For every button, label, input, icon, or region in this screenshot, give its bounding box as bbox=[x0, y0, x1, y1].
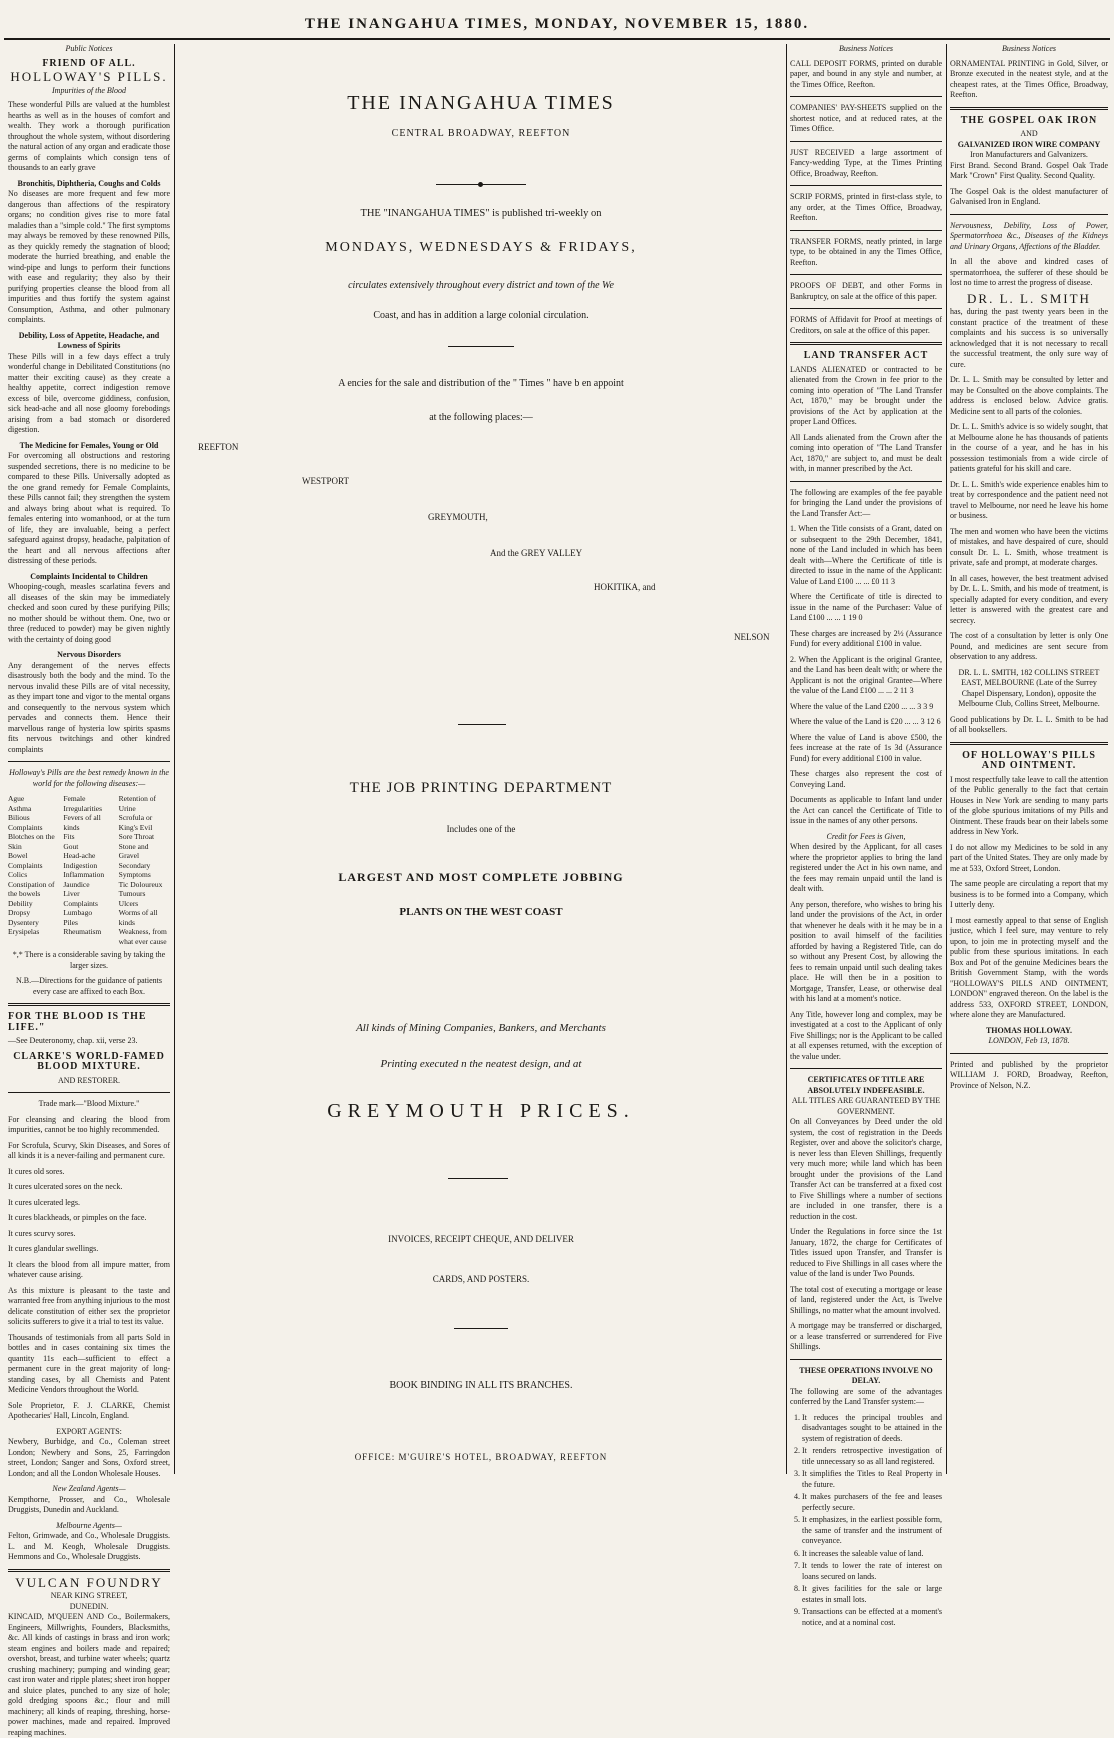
disease-item: Dropsy bbox=[8, 908, 31, 917]
smith-paragraph: Dr. L. L. Smith may be consulted by letter and may be Consulted on the above complaints. The address is enclosed below. Advice gratis. Medicine sent to all parts of the colonies. bbox=[950, 375, 1108, 416]
place-nelson: NELSON bbox=[734, 632, 770, 642]
largest-line: LARGEST AND MOST COMPLETE JOBBING bbox=[338, 870, 624, 884]
smith-paragraph: Dr. L. L. Smith's advice is so widely sought, that at Melbourne alone he has thousands of patients in the course of a year, and he has in his possession testimonials from a wide circle of patients grateful for his skill and care. bbox=[950, 422, 1108, 473]
advantage-item: 9. Transactions can be effected at a moment's notice, and at a nominal cost. bbox=[802, 1607, 942, 1628]
divider bbox=[790, 342, 942, 345]
includes-line: Includes one of the bbox=[446, 824, 516, 834]
clarke-paragraph: For Scrofula, Scurvy, Skin Diseases, and Sores of all kinds it is a never-failing and permanent cure. bbox=[8, 1140, 170, 1160]
advantage-item: 2. It renders retrospective investigation of title unnecessary so as all land registered. bbox=[802, 1446, 942, 1467]
disease-item: Lumbago bbox=[63, 908, 93, 917]
certificates-title: CERTIFICATES OF TITLE ARE ABSOLUTELY INDEFEASIBLE. bbox=[807, 1075, 925, 1095]
fee-list bbox=[790, 524, 942, 790]
smith-paragraph: The men and women who have been the victims of mistakes, and have despaired of cure, should consult Dr. L. L. Smith, whose treatment is private, safe and prompt, at moderate charges. bbox=[950, 526, 1108, 567]
plants-line: PLANTS ON THE WEST COAST bbox=[399, 906, 563, 918]
disease-item: Weakness, from what ever cause bbox=[118, 927, 167, 946]
clarke-paragraph: For cleansing and clearing the blood from impurities, cannot be too highly recommended. bbox=[8, 1114, 170, 1134]
females-paragraph: For overcoming all obstructions and restoring suspended secretions, there is no medicine to be compared to these Pills. Universally adopted as the one grand remedy for Female Complaints, these Pills cannot fail; they strengthen the system and always bring about what is required. To females entering into womanhood, or at the turn of life, they are invaluable, being a perfect safeguard against dropsy, headache, palpitation of the heart and all nervous affections after distressing of these periods. bbox=[8, 451, 170, 565]
export-heading: EXPORT AGENTS: bbox=[56, 1426, 122, 1436]
divider bbox=[790, 274, 942, 275]
gospel-oak-subtitle: GALVANIZED IRON WIRE COMPANY bbox=[957, 139, 1101, 149]
right-column-a bbox=[790, 44, 942, 1627]
disease-item: Stone and Gravel bbox=[118, 841, 149, 860]
disease-item: Inflammation bbox=[63, 870, 105, 879]
friend-heading: FRIEND OF ALL. bbox=[42, 57, 136, 69]
melbourne-agents-heading: Melbourne Agents— bbox=[56, 1520, 122, 1530]
place-hokitika: HOKITIKA, and bbox=[594, 582, 656, 592]
notice: SCRIP FORMS, printed in first-class style, to any order, at the Times Office, Broadway, Reefton. bbox=[790, 192, 942, 222]
advantage-list bbox=[802, 1413, 942, 1629]
land-paragraph: Any person, therefore, who wishes to bring his land under the provisions of the Act, in order that whenever he deals with it he may be in a position to avail himself of the facilities afforded by having a Registered Title, can do so without any Present Cost, by allowing the fees to remain unpaid until such dealing takes place. He will then be in a position to Mortgage, Transfer, Lease, or otherwise deal with his land at a moment's notice. bbox=[790, 899, 942, 1003]
disease-list bbox=[8, 794, 170, 946]
disease-item: Fevers of all kinds bbox=[63, 813, 101, 832]
blood-heading: FOR THE BLOOD IS THE LIFE." bbox=[8, 1011, 147, 1033]
disease-item: Blotches on the Skin bbox=[8, 832, 55, 851]
place-westport: WESTPORT bbox=[302, 476, 349, 486]
notice: CALL DEPOSIT FORMS, printed on durable paper, and bound in any style and number, at the Times Office, Reefton. bbox=[790, 58, 942, 89]
clarke-paragraph: As this mixture is pleasant to the taste and warranted free from anything injurious to the most delicate constitution of either sex the proprietor solicits sufferers to give it a trial to test its value. bbox=[8, 1285, 170, 1326]
impurities-heading: Impurities of the Blood bbox=[52, 85, 126, 95]
divider bbox=[790, 230, 942, 231]
gospel-oak-title: THE GOSPEL OAK IRON bbox=[960, 114, 1098, 126]
divider bbox=[790, 96, 942, 97]
fee-item: 1. When the Title consists of a Grant, dated on or subsequent to the 29th December, 1841, none of the Land included in which has been dealt with—Where the Certificate of title is directed to issue in the name of the Applicant: Value of Land £100 ... ... £0 11 3 bbox=[790, 524, 942, 586]
holloway-signature: THOMAS HOLLOWAY. bbox=[985, 1025, 1073, 1035]
cure-list bbox=[8, 1167, 170, 1281]
holloway-paragraph: These wonderful Pills are valued at the humblest hearths as well as in the houses of comfort and wealth. They work a thorough purification throughout the whole system, without disordering the natural action of any organ and eradicate those germs of complaints which consign tens of thousands to an early grave bbox=[8, 100, 170, 172]
disease-item: Ague bbox=[8, 794, 25, 803]
disease-item: Dysentery bbox=[8, 917, 39, 927]
nervousness-paragraph: In all the above and kindred cases of spermatorrhoea, the sufferer of these should be lost no time to arrest the progress of disease. bbox=[950, 257, 1108, 287]
smith-paragraph: Dr. L. L. Smith's wide experience enables him to treat by correspondence and the patient need not travel to Melbourne, nor need he leave his home or business. bbox=[950, 479, 1108, 520]
ornament-rule bbox=[448, 346, 514, 347]
masthead-rule bbox=[4, 38, 1110, 40]
ornament-dot bbox=[478, 182, 483, 187]
gospel-oak-makers: Iron Manufacturers and Galvanizers. bbox=[970, 150, 1088, 159]
disease-item: Bilious Complaints bbox=[8, 813, 43, 832]
advert-address: CENTRAL BROADWAY, REEFTON bbox=[391, 128, 571, 139]
greymouth-prices: GREYMOUTH PRICES. bbox=[327, 1100, 635, 1122]
vulcan-title: VULCAN FOUNDRY bbox=[15, 1574, 163, 1590]
disease-item: Jaundice bbox=[63, 879, 90, 889]
dr-smith-title: DR. L. L. SMITH bbox=[967, 290, 1091, 306]
places-intro: at the following places:— bbox=[429, 412, 533, 423]
notice: PROOFS OF DEBT, and other Forms in Bankruptcy, on sale at the office of this paper. bbox=[790, 281, 942, 301]
divider bbox=[790, 1068, 942, 1069]
divider bbox=[950, 107, 1108, 110]
left-column bbox=[8, 44, 170, 1737]
disease-item: Rheumatism bbox=[63, 927, 102, 936]
imprint: Printed and published by the proprietor WILLIAM J. FORD, Broadway, Reefton, Province of Nelson, N.Z. bbox=[950, 1059, 1108, 1090]
cure-item: It cures ulcerated sores on the neck. bbox=[8, 1182, 123, 1191]
fee-item: Where the Certificate of title is directed to issue in the name of the Purchaser: Value of Land £100 ... ... 1 19 0 bbox=[790, 592, 942, 622]
nervous-heading: Nervous Disorders bbox=[57, 650, 121, 659]
divider bbox=[790, 1359, 942, 1360]
proprietor: Sole Proprietor, F. J. CLARKE, Chemist Apothecaries' Hall, Lincoln, England. bbox=[8, 1400, 170, 1420]
coast-line: Coast, and has in addition a large colonial circulation. bbox=[373, 310, 589, 321]
land-paragraph: LANDS ALIENATED or contracted to be alienated from the Crown in fee prior to the coming into operation of "The Land Transfer Act, 1870," may be brought under the provisions of the Act by application at the proper Land Offices. bbox=[790, 364, 942, 426]
holloway-date: LONDON, Feb 13, 1878. bbox=[988, 1036, 1070, 1045]
fee-item: 2. When the Applicant is the original Grantee, and the Land has been dealt with; or where the Applicant is not the original Grantee—Where the value of the Land £100 ... ... 2 11 3 bbox=[790, 654, 942, 695]
office-line: OFFICE: M'GUIRE'S HOTEL, BROADWAY, REEFTON bbox=[354, 1452, 608, 1462]
land-paragraph: The total cost of executing a mortgage or lease of land, registered under the Act, is Twelve Shillings, no matter what the amount involved. bbox=[790, 1284, 942, 1315]
disease-item: Constipation of the bowels bbox=[8, 879, 55, 898]
advantage-item: 7. It tends to lower the rate of interest on loans secured on lands. bbox=[802, 1561, 942, 1582]
directions-note: N.B.—Directions for the guidance of patients every case are affixed to each Box. bbox=[16, 976, 162, 996]
place-reefton: REEFTON bbox=[198, 442, 239, 452]
disease-item: Bowel Complaints bbox=[8, 851, 43, 870]
fee-item: These charges also represent the cost of Conveying Land. bbox=[790, 769, 942, 789]
notice: ORNAMENTAL PRINTING in Gold, Silver, or Bronze executed in the neatest style, and at the cheapest rates, at the Times Office, Broadway, Reefton. bbox=[950, 58, 1108, 99]
disease-item: Colics bbox=[8, 870, 28, 879]
smith-note: Good publications by Dr. L. L. Smith to be had of all booksellers. bbox=[950, 714, 1108, 734]
disease-item: Female Irregularities bbox=[63, 794, 103, 813]
holloway-caution-paragraph: I do not allow my Medicines to be sold in any part of the United States. They are only made by me at 533, Oxford Street, London. bbox=[950, 842, 1108, 873]
disease-item: Sore Throat bbox=[118, 832, 155, 841]
disease-item: Debility bbox=[8, 898, 33, 908]
land-paragraph: A mortgage may be transferred or discharged, or a lease transferred or surrendered for Five Shillings. bbox=[790, 1321, 942, 1351]
best-remedy: Holloway's Pills are the best remedy known in the world for the following diseases:— bbox=[9, 768, 169, 788]
land-paragraph: Any Title, however long and complex, may be investigated at a cost to the Applicant of only Five Shillings; nor is the Applicant to be called at all expenses returned, with the exception of the value under. bbox=[790, 1009, 942, 1061]
disease-item: Head-ache bbox=[63, 851, 96, 860]
children-paragraph: Whooping-cough, measles scarlatina fevers and all diseases of the skin may be immediately checked and soon cured by these purifying Pills; no mother should be without them. One, two or three (reduced to powder) may be given nightly with the certainty of doing good bbox=[8, 582, 170, 644]
job-printing-title: THE JOB PRINTING DEPARTMENT bbox=[349, 780, 613, 796]
nervous-paragraph: Any derangement of the nerves effects disastrously both the body and the mind. To the nervous invalid these Pills are of vital necessity, as they impart tone and vigor to the mental organs and consequently to the nervous system which pervades and connects them. Hence their marvellous range of hysteria low spirits spasms fits nervous twitchings and other kindred complaints bbox=[8, 660, 170, 754]
land-paragraph: On all Conveyances by Deed under the old system, the cost of registration in the Deeds Register, over and above the solicitor's charge, is never less than Eleven Shillings, frequently very much more; while land which has been brought under the provisions of the Land Transfer Act can be transferred at a fixed cost to Five Shillings where a number of sections are included in one transfer, there is a reduction in the cost. bbox=[790, 1117, 942, 1221]
divider bbox=[790, 481, 942, 482]
ornament-rule bbox=[458, 724, 506, 725]
disease-item: Retention of Urine bbox=[118, 794, 156, 813]
holloway-title: HOLLOWAY'S PILLS. bbox=[10, 69, 168, 84]
advantage-item: 1. It reduces the principal troubles and disadvantages sought to be attained in the system of registration of deeds. bbox=[802, 1413, 942, 1445]
masthead: THE INANGAHUA TIMES, MONDAY, NOVEMBER 15, 1880. bbox=[304, 16, 810, 32]
advantage-item: 4. It makes purchasers of the fee and leases perfectly secure. bbox=[802, 1492, 942, 1513]
debility-heading: Debility, Loss of Appetite, Headache, and Lowness of Spirits bbox=[18, 330, 160, 350]
land-paragraph: The following are examples of the fee payable for bringing the Land under the provisions of the Land Transfer Act:— bbox=[790, 487, 942, 518]
holloway-caution-paragraph: I most respectfully take leave to call the attention of the Public generally to the fact that certain Houses in New York are sending to many parts of the globe spurious imitations of my Pills and Ointment. These frauds bear on their labels some address in New York. bbox=[950, 774, 1108, 836]
smith-paragraph: The cost of a consultation by letter is only One Pound, and medicines are sent secure from observation to any address. bbox=[950, 631, 1108, 661]
vulcan-town: DUNEDIN. bbox=[69, 1601, 109, 1611]
notice: TRANSFER FORMS, neatly printed, in large type, to be obtained in any the Times Office, Reefton. bbox=[790, 236, 942, 267]
advantage-item: 8. It gives facilities for the sale or large estates in small lots. bbox=[802, 1584, 942, 1605]
cure-item: It cures scurvy sores. bbox=[8, 1228, 76, 1238]
section-header: Business Notices bbox=[839, 44, 893, 53]
melbourne-agents: Felton, Grimwade, and Co., Wholesale Druggists. L. and M. Keogh, Wholesale Druggists. Hemmons and Co., Wholesale Druggists. bbox=[8, 1531, 170, 1561]
column-divider-1 bbox=[174, 44, 175, 1474]
right-column-b bbox=[950, 44, 1108, 1474]
disease-item: Secondary Symptoms bbox=[118, 860, 151, 879]
published-line: THE "INANGAHUA TIMES" is published tri-weekly on bbox=[360, 208, 602, 219]
disease-item: Worms of all kinds bbox=[118, 908, 158, 927]
smith-address: DR. L. L. SMITH, 182 COLLINS STREET EAST, MELBOURNE (Late of the Surrey Chapel Dispensary, London), opposite the Melbourne Club, Collins Street, Melbourne. bbox=[958, 667, 1100, 708]
disease-item: Gout bbox=[63, 841, 79, 851]
holloway-caution-title: OF HOLLOWAY'S PILLS AND OINTMENT. bbox=[962, 749, 1096, 771]
export-agents: Newbery, Burbidge, and Co., Coleman street London; Newbery and Sons, 25, Farringdon street, London; Sanger and Sons, Oxford street, London; and all the London Wholesale Houses. bbox=[8, 1437, 170, 1478]
printing-line: Printing executed n the neatest design, and at bbox=[380, 1058, 582, 1070]
divider bbox=[8, 1569, 170, 1572]
land-paragraph: Documents as applicable to Infant land under the Act can cancel the Certificate of Title to issue in the names of any other persons. bbox=[790, 795, 942, 825]
saving-note: *,* There is a considerable saving by taking the larger sizes. bbox=[12, 950, 166, 970]
cards-line: CARDS, AND POSTERS. bbox=[432, 1274, 530, 1284]
cure-item: It cures old sores. bbox=[8, 1166, 65, 1176]
cure-item: It cures ulcerated legs. bbox=[8, 1197, 80, 1207]
nervousness-heading: Nervousness, Debility, Loss of Power, Spermatorrhoea &c., Diseases of the Kidneys and Urinary Organs, Affections of the Bladder. bbox=[950, 220, 1108, 251]
divider bbox=[8, 761, 170, 762]
restorer-heading: AND RESTORER. bbox=[57, 1075, 121, 1085]
cure-item: It cures blackheads, or pimples on the face. bbox=[8, 1213, 147, 1222]
divider bbox=[790, 308, 942, 309]
advert-title: THE INANGAHUA TIMES bbox=[347, 92, 615, 114]
blood-reference: —See Deuteronomy, chap. xii, verse 23. bbox=[8, 1036, 138, 1045]
smith-paragraph: In all cases, however, the best treatment advised by Dr. L. L. Smith, and his mode of treatment, is specially adapted for every condition, and every letter is answered with the greatest care and secrecy. bbox=[950, 573, 1108, 625]
disease-item: Scrofula or King's Evil bbox=[118, 813, 153, 832]
vulcan-street: NEAR KING STREET, bbox=[50, 1591, 128, 1600]
holloway-caution-paragraph: I most earnestly appeal to that sense of English justice, which I feel sure, may venture to rely upon, to join me in protecting myself and the public from these spurious imitations. In each Box and Pot of the genuine Medicines bears the British Government Stamp, with the words "HOLLOWAY'S PILLS AND OINTMENT, LONDON" engraved thereon. On the label is the address 533, OXFORD STREET, LONDON, where alone they are Manufactured. bbox=[950, 915, 1108, 1019]
land-paragraph: Under the Regulations in force since the 1st January, 1872, the charge for Certificates of Titles issued upon Transfer, and Transfer is reduced to Five Shillings in all cases where the value of the land is under Two Pounds. bbox=[790, 1227, 942, 1278]
children-heading: Complaints Incidental to Children bbox=[30, 571, 148, 581]
disease-item: Ulcers bbox=[118, 898, 139, 908]
trademark: Trade mark—"Blood Mixture." bbox=[38, 1099, 140, 1108]
divider bbox=[950, 1053, 1108, 1054]
disease-item: Tic Doloureux bbox=[118, 879, 163, 889]
bronchitis-paragraph: No diseases are more frequent and few more dangerous than affections of the respiratory organs; no condition gives rise to more fatal maladies than a "simple cold." The first symptoms may always be removed by these renowned Pills, as they quickly remedy the stagnation of blood; moderate the hurried breathing, and enable the wind-pipe and lungs to perform their functions with ease and regularity; they also by their purifying properties cleanse the blood from all impurities and thus fortify the system against Consumption, Asthma, and other pulmonary complaints. bbox=[8, 189, 170, 324]
land-paragraph: All Lands alienated from the Crown after the coming into operation of "The Land Transfer Act, 1870," are subject to, and must be dealt with, in manner prescribed by the Act. bbox=[790, 432, 942, 473]
disease-item: Fits bbox=[63, 832, 75, 841]
bronchitis-heading: Bronchitis, Diphtheria, Coughs and Colds bbox=[17, 178, 161, 188]
publication-days: MONDAYS, WEDNESDAYS & FRIDAYS, bbox=[325, 240, 637, 255]
gospel-oak-brands: First Brand. Second Brand. Gospel Oak Trade Mark "Crown" First Quality. Second Quality. bbox=[950, 160, 1108, 180]
column-divider-3 bbox=[946, 44, 947, 1474]
notice: JUST RECEIVED a large assortment of Fancy-wedding Type, at the Times Printing Office, Broadway, Reefton. bbox=[790, 147, 942, 178]
divider bbox=[790, 185, 942, 186]
invoices-line: INVOICES, RECEIPT CHEQUE, AND DELIVER bbox=[388, 1234, 574, 1244]
guaranteed-heading: ALL TITLES ARE GUARANTEED BY THE GOVERNMENT. bbox=[791, 1096, 941, 1116]
divider bbox=[8, 1003, 170, 1006]
advantage-item: 3. It simplifies the Titles to Real Property in the future. bbox=[802, 1469, 942, 1490]
ornament-rule bbox=[448, 1178, 508, 1179]
notice: COMPANIES' PAY-SHEETS supplied on the shortest notice, and at reduced rates, at the Times Office. bbox=[790, 103, 942, 133]
females-heading: The Medicine for Females, Young or Old bbox=[19, 440, 159, 450]
circulation-line: circulates extensively throughout every district and town of the We bbox=[348, 280, 614, 291]
operations-intro: The following are some of the advantages conferred by the Land Transfer system:— bbox=[790, 1386, 942, 1406]
kincaid-paragraph: KINCAID, M'QUEEN AND Co., Boilermakers, Engineers, Millwrights, Founders, Blacksmiths, &c. All kinds of castings in brass and iron work; steam engines and boilers made and repaired; overshot, breast, and turbine water wheels; quartz crushing machinery; pumping and winding gear; cast iron water and ripple plates; sheet iron hopper and sluice plates, punched to any size of hole; gold dredging spoons &c.; flour and mill machinery; all kinds of reaping, threshing, horse-power machines, made and repaired. Improved reaping machines. bbox=[8, 1612, 170, 1737]
land-paragraph: When desired by the Applicant, for all cases where the proprietor applies to bring the land registered under the Act in his own name, and the fees may remain unpaid until the land is dealt with. bbox=[790, 842, 942, 893]
fee-item: Where the value of Land is above £500, the fees increase at the rate of 1s 3d (Assurance Fund) for every additional £100 in value. bbox=[790, 732, 942, 763]
fee-item: Where the value of the Land is £20 ... ... 3 12 6 bbox=[790, 717, 941, 726]
cure-item: It clears the blood from all impure matter, from whatever cause arising. bbox=[8, 1259, 170, 1279]
divider bbox=[8, 1092, 170, 1093]
cure-item: It cures glandular swellings. bbox=[8, 1244, 99, 1253]
section-header: Business Notices bbox=[1002, 44, 1056, 53]
divider bbox=[790, 141, 942, 142]
fee-item: These charges are increased by 2½ (Assurance Fund) for every additional £100 in value. bbox=[790, 628, 942, 648]
fee-item: Where the value of the Land £200 ... ... 3 3 9 bbox=[790, 701, 934, 711]
land-transfer-title: LAND TRANSFER ACT bbox=[803, 350, 929, 361]
debility-paragraph: These Pills will in a few days effect a truly wonderful change in Debilitated Constitutions (no matter their exciting cause) as they create a healthy appetite, correct indigestion remove excess of bile, overcome giddiness, confusion, sick head-ache and all nose gloomy forebodings arising from a bad stomach or disordered digestion. bbox=[8, 351, 170, 434]
nz-agents-heading: New Zealand Agents— bbox=[52, 1484, 126, 1493]
gospel-oak-note: The Gospel Oak is the oldest manufacturer of Galvanised Iron in England. bbox=[950, 186, 1108, 206]
divider bbox=[950, 214, 1108, 215]
disease-item: Indigestion bbox=[63, 860, 98, 870]
holloway-caution-paragraph: The same people are circulating a report that my business is to be formed into a Company, which I utterly deny. bbox=[950, 879, 1108, 909]
disease-item: Liver Complaints bbox=[63, 889, 98, 908]
section-header: Public Notices bbox=[65, 44, 113, 53]
disease-item: Piles bbox=[63, 917, 78, 927]
nz-agents: Kempthorne, Prosser, and Co., Wholesale Druggists, Dunedin and Auckland. bbox=[8, 1494, 170, 1514]
place-grey-valley: And the GREY VALLEY bbox=[490, 548, 583, 558]
disease-item: Asthma bbox=[8, 803, 32, 813]
column-divider-2 bbox=[786, 44, 787, 1474]
clarke-paragraph: Thousands of testimonials from all parts Sold in bottles and in cases containing six times the quantity 11s each—sufficient to effect a permanent cure in the great majority of long-standing cases, by all Chemists and Patent Medicine Vendors throughout the World. bbox=[8, 1332, 170, 1394]
clarke-title: CLARKE'S WORLD-FAMED BLOOD MIXTURE. bbox=[13, 1050, 165, 1072]
divider bbox=[950, 742, 1108, 745]
smith-paragraph: has, during the past twenty years been in the constant practice of the treatment of these complaints and his success is so universally acknowledged that it is not necessary to recall the successful treatment, the only sure way of cure. bbox=[950, 307, 1108, 369]
notice: FORMS of Affidavit for Proof at meetings of Creditors, on sale at the office of this paper. bbox=[790, 315, 942, 335]
advantage-item: 5. It emphasizes, in the earliest possible form, the same of transfer and the instrument of conveyance. bbox=[802, 1515, 942, 1547]
place-greymouth: GREYMOUTH, bbox=[428, 512, 488, 522]
operations-title: THESE OPERATIONS INVOLVE NO DELAY. bbox=[799, 1365, 933, 1385]
gospel-oak-and: AND bbox=[1020, 129, 1038, 138]
book-binding-line: BOOK BINDING IN ALL ITS BRANCHES. bbox=[389, 1380, 573, 1391]
ornament-rule bbox=[454, 1328, 508, 1329]
agencies-line: A encies for the sale and distribution of the " Times " have b en appoint bbox=[338, 378, 624, 389]
disease-item: Tumours bbox=[118, 889, 146, 898]
disease-item: Erysipelas bbox=[8, 927, 40, 936]
mining-line: All kinds of Mining Companies, Bankers, and Merchants bbox=[356, 1022, 606, 1034]
inangahua-times-advert bbox=[178, 44, 784, 1474]
advantage-item: 6. It increases the saleable value of land. bbox=[802, 1549, 942, 1560]
credit-heading: Credit for Fees is Given, bbox=[826, 831, 906, 841]
